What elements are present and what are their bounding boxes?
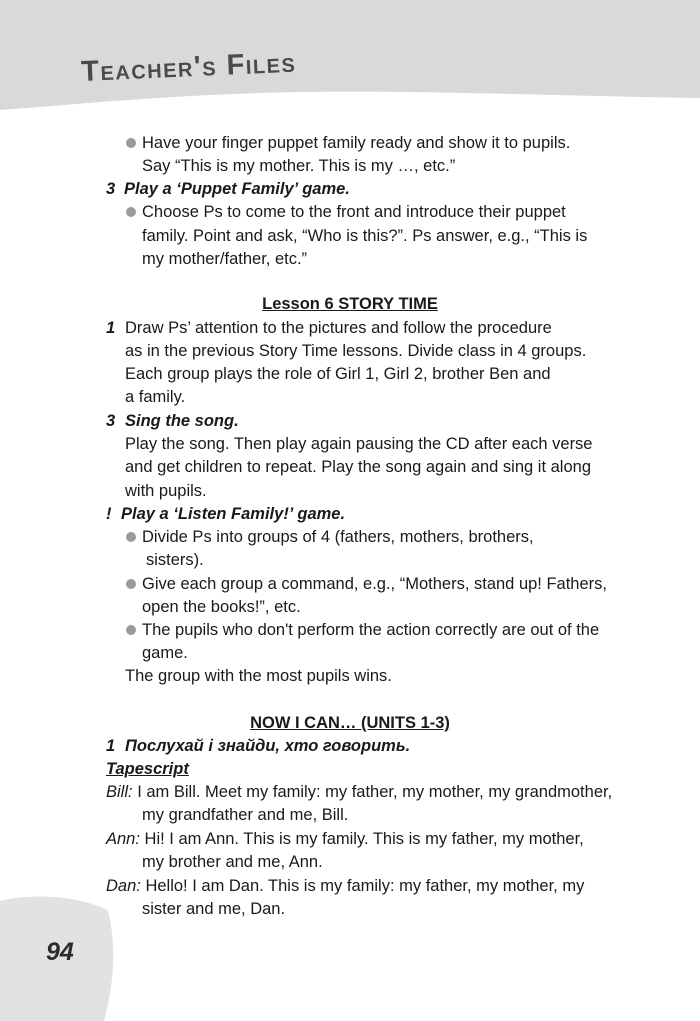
- text-line: Say “This is my mother. This is my …, etc.”: [142, 157, 456, 175]
- text-line: a family.: [125, 388, 186, 406]
- text-line: as in the previous Story Time lessons. Divide class in 4 groups.: [125, 342, 587, 360]
- bullet-line: Give each group a command, e.g., “Mothers, stand up! Fathers,: [126, 574, 607, 594]
- tapescript-label: Tapescript: [106, 760, 189, 778]
- bullet-icon: [126, 579, 136, 589]
- speaker-name: Dan:: [106, 877, 141, 895]
- text-line: sisters).: [146, 551, 204, 569]
- bullet-icon: [126, 532, 136, 542]
- dialogue-line: Dan: Hello! I am Dan. This is my family: my father, my mother, my: [106, 877, 585, 895]
- bullet-line: The pupils who don't perform the action correctly are out of the: [126, 620, 599, 640]
- speaker-name: Bill:: [106, 783, 133, 801]
- text-line: my grandfather and me, Bill.: [142, 806, 349, 824]
- text-line: my brother and me, Ann.: [142, 853, 323, 871]
- step-heading: ! Play a ‘Listen Family!’ game.: [106, 505, 346, 523]
- page-title: Teacher's Files: [80, 46, 297, 89]
- page-number: 94: [46, 938, 74, 966]
- lesson-heading: Lesson 6 STORY TIME: [262, 295, 438, 313]
- bullet-icon: [126, 207, 136, 217]
- step-heading: 3 Play a ‘Puppet Family’ game.: [106, 180, 350, 198]
- step-heading: 3 Sing the song.: [106, 412, 239, 430]
- text-line: open the books!”, etc.: [142, 598, 301, 616]
- text-line: game.: [142, 644, 188, 662]
- speaker-name: Ann:: [106, 830, 140, 848]
- bullet-icon: [126, 138, 136, 148]
- text-line: Play the song. Then play again pausing the CD after each verse: [125, 435, 593, 453]
- text-line: Each group plays the role of Girl 1, Girl 2, brother Ben and: [125, 365, 551, 383]
- step-line: 1 Draw Ps’ attention to the pictures and follow the procedure: [106, 319, 552, 337]
- section-heading: NOW I CAN… (UNITS 1-3): [250, 714, 450, 732]
- text-line: with pupils.: [125, 482, 207, 500]
- text-line: sister and me, Dan.: [142, 900, 286, 918]
- dialogue-line: Ann: Hi! I am Ann. This is my family. This is my father, my mother,: [106, 830, 584, 848]
- bullet-line: Divide Ps into groups of 4 (fathers, mothers, brothers,: [126, 527, 534, 547]
- dialogue-line: Bill: I am Bill. Meet my family: my father, my mother, my grandmother,: [106, 783, 613, 801]
- text-line: my mother/father, etc.”: [142, 250, 308, 268]
- step-heading: 1 Послухай і знайди, хто говорить.: [106, 737, 411, 755]
- bullet-line: Have your finger puppet family ready and show it to pupils.: [126, 133, 570, 153]
- text-line: and get children to repeat. Play the song again and sing it along: [125, 458, 591, 476]
- bullet-icon: [126, 625, 136, 635]
- bullet-line: Choose Ps to come to the front and introduce their puppet: [126, 202, 566, 222]
- text-line: family. Point and ask, “Who is this?”. Ps answer, e.g., “This is: [142, 227, 588, 245]
- text-line: The group with the most pupils wins.: [125, 667, 392, 685]
